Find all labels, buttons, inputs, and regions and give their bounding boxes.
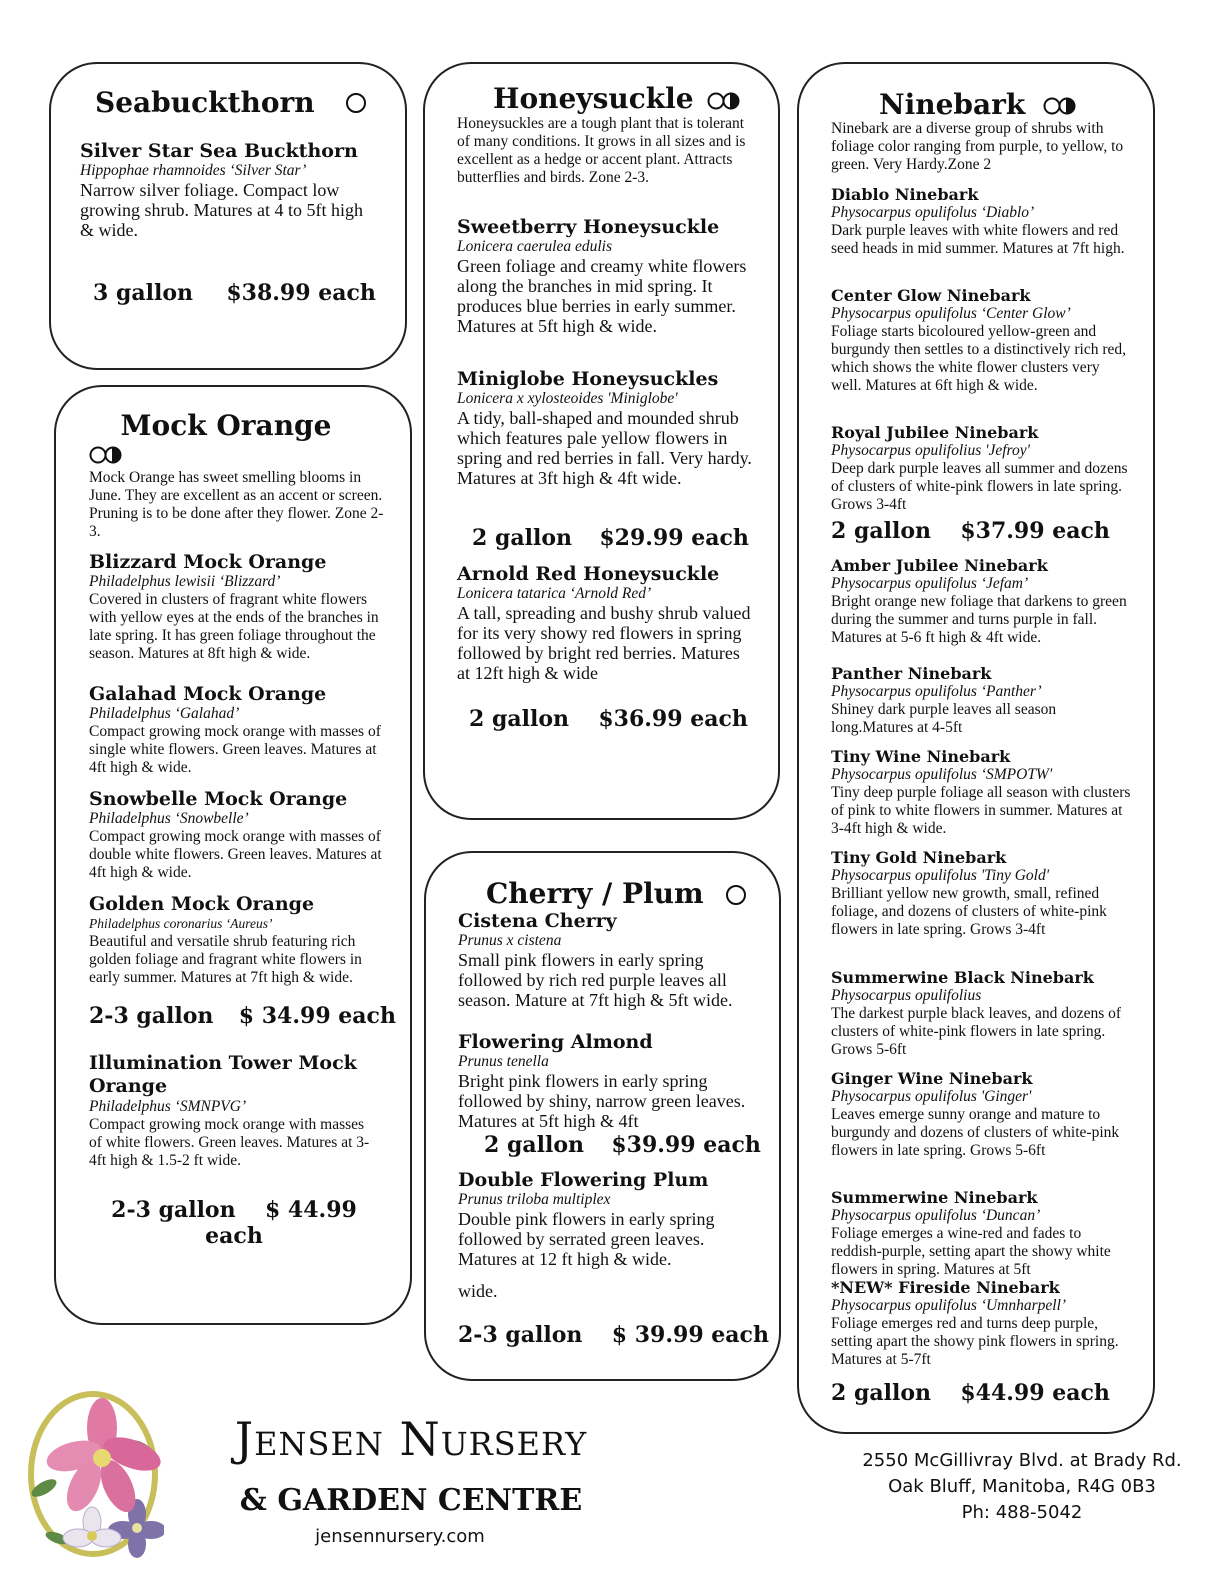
plant-desc: Foliage emerges a wine-red and fades to reddish-purple, setting apart the showy white flowers in spring. Matures at 5ft (831, 1225, 1111, 1278)
plant-desc: Compact growing mock orange with masses of double white flowers. Green leaves. Matures at 4ft high & wide. (89, 828, 382, 881)
full-to-part-sun-icon (1043, 96, 1077, 116)
price-line (93, 280, 376, 306)
plant-desc: A tall, spreading and bushy shrub valued for its very showy red flowers in spring followed by bright red berries. Matures at 12ft high & wide (457, 603, 751, 683)
plant-name: Diablo Ninebark (831, 185, 979, 204)
plant-latin: Lonicera tatarica ‘Arnold Red’ (457, 585, 652, 602)
plant-name: Amber Jubilee Ninebark (831, 556, 1048, 575)
plant-name: Summerwine Black Ninebark (831, 968, 1094, 987)
price-size: 2-3 gallon (89, 1003, 214, 1029)
plant-name: Galahad Mock Orange (89, 683, 327, 705)
plant-desc: Beautiful and versatile shrub featuring rich golden foliage and fragrant white flowers in early summer. Matures at 7ft high & wide. (89, 933, 362, 986)
plant-desc: Green foliage and creamy white flowers along the branches in mid spring. It produces blue berries in early summer. Matures at 5ft high & wide. (457, 256, 747, 336)
plant-latin: Physocarpus opulifolus 'Ginger' (831, 1088, 1032, 1105)
plant-latin: Lonicera caerulea edulis (457, 238, 612, 255)
plant-latin: Physocarpus opulifolus 'Tiny Gold' (831, 867, 1050, 884)
plant-name: Royal Jubilee Ninebark (831, 423, 1039, 442)
price-amount: $ 39.99 each (611, 1322, 769, 1348)
plant-latin: Physocarpus opulifolus ‘Center Glow’ (831, 305, 1071, 322)
price-size: 2 gallon (831, 1380, 931, 1406)
plant-latin: Physocarpus opulifolus ‘Jefam’ (831, 575, 1029, 592)
plant-desc: Bright orange new foliage that darkens to green during the summer and turns purple in fall. Matures at 5-6 ft high & 4ft wide. (831, 593, 1127, 646)
plant-name: Arnold Red Honeysuckle (457, 563, 720, 585)
nursery-logo-title (196, 1410, 626, 1468)
price-line (56, 1197, 412, 1249)
plant-latin: Prunus triloba multiplex (458, 1191, 611, 1208)
address-block (840, 1448, 1204, 1526)
plant-latin: Philadelphus ‘Galahad’ (89, 705, 240, 722)
plant-desc: Narrow silver foliage. Compact low growing shrub. Matures at 4 to 5ft high & wide. (80, 180, 363, 240)
cherry-plum-card (424, 851, 781, 1381)
plant-desc: Double pink flowers in early spring followed by serrated green leaves. Matures at 12 ft high & wide. (458, 1209, 715, 1269)
plant-latin: Hippophae rhamnoides ‘Silver Star’ (80, 162, 307, 179)
price-line (458, 1322, 769, 1348)
price-line (469, 706, 748, 732)
plant-latin: Philadelphus ‘Snowbelle’ (89, 810, 249, 827)
price-each: each (205, 1223, 263, 1249)
plant-latin: Lonicera x xylosteoides 'Miniglobe' (457, 390, 678, 407)
price-line (89, 1003, 396, 1029)
price-line (831, 518, 1110, 544)
price-amount: $ 44.99 (264, 1197, 357, 1223)
ninebark-card (797, 62, 1155, 1434)
plant-desc: Leaves emerge sunny orange and mature to burgundy and dozens of clusters of white-pink flowers in late spring. Grows 5-6ft (831, 1106, 1120, 1159)
plant-latin: Physocarpus opulifolius 'Jefroy' (831, 442, 1030, 459)
price-size: 2-3 gallon (458, 1322, 583, 1348)
plant-latin: Physocarpus opulifolus ‘Duncan’ (831, 1207, 1041, 1224)
price-amount: $38.99 each (226, 280, 376, 306)
plant-desc: Compact growing mock orange with masses of white flowers. Green leaves. Matures at 3-4ft high & 1.5-2 ft wide. (89, 1116, 370, 1169)
seabuckthorn-card (49, 62, 407, 370)
plant-name: Double Flowering Plum (458, 1169, 709, 1191)
plant-desc: The darkest purple black leaves, and dozens of clusters of white-pink flowers in late spring. Grows 5-6ft (831, 1005, 1122, 1058)
price-amount: $39.99 each (611, 1132, 761, 1158)
plant-name: Ginger Wine Ninebark (831, 1069, 1033, 1088)
price-size: 2-3 gallon (111, 1197, 236, 1223)
plant-latin: Prunus x cistena (458, 932, 562, 949)
mock-orange-card (54, 385, 412, 1325)
plant-name: Cistena Cherry (458, 910, 617, 932)
plant-desc: Foliage emerges red and turns deep purple, setting apart the showy pink flowers in spring. Matures at 5-7ft (831, 1315, 1119, 1368)
cherry-plum-title: Cherry / Plum (486, 877, 704, 910)
full-to-part-sun-icon (707, 91, 741, 111)
plant-name: Blizzard Mock Orange (89, 551, 327, 573)
price-amount: $44.99 each (960, 1380, 1110, 1406)
honeysuckle-title: Honeysuckle (493, 82, 694, 115)
clematis-flower-icon (22, 1388, 164, 1560)
price-size: 2 gallon (469, 706, 569, 732)
plant-desc: Small pink flowers in early spring followed by rich red purple leaves all season. Mature at 7ft high & 5ft wide. (458, 950, 733, 1010)
plant-name: Golden Mock Orange (89, 893, 315, 915)
full-to-part-sun-icon (89, 445, 123, 465)
ninebark-intro: Ninebark are a diverse group of shrubs with foliage color ranging from purple, to yellow, to green. Very Hardy.Zone 2 (831, 120, 1124, 173)
stray-text: wide. (458, 1281, 498, 1301)
logo-line-1: Jensen Nursery (234, 1412, 588, 1466)
plant-name: Miniglobe Honeysuckles (457, 368, 719, 390)
price-size: 3 gallon (93, 280, 193, 306)
mock-orange-title: Mock Orange (120, 409, 332, 442)
plant-latin: Philadelphus coronarius ‘Aureus’ (89, 916, 273, 931)
plant-latin: Philadelphus lewisii ‘Blizzard’ (89, 573, 281, 590)
seabuckthorn-title: Seabuckthorn (95, 86, 315, 119)
plant-name: Tiny Wine Ninebark (831, 747, 1011, 766)
price-size: 2 gallon (831, 518, 931, 544)
ninebark-title: Ninebark (879, 88, 1026, 121)
plant-desc: Deep dark purple leaves all summer and dozens of clusters of white-pink flowers in late spring. Grows 3-4ft (831, 460, 1128, 513)
price-amount: $36.99 each (598, 706, 748, 732)
logo-line-2: & GARDEN CENTRE (239, 1483, 583, 1518)
price-line (484, 1132, 761, 1158)
mock-orange-intro: Mock Orange has sweet smelling blooms in June. They are excellent as an accent or screen. Pruning is to be done after they flower. Zone 2-3. (89, 469, 384, 540)
plant-desc: Bright pink flowers in early spring followed by shiny, narrow green leaves. Matures at 5ft high & 4ft (458, 1071, 746, 1131)
phone-number: Ph: 488-5042 (961, 1502, 1083, 1523)
price-amount: $ 34.99 each (238, 1003, 396, 1029)
plant-latin: Physocarpus opulifolus ‘SMPOTW' (831, 766, 1053, 783)
price-amount: $37.99 each (960, 518, 1110, 544)
address-line-2: Oak Bluff, Manitoba, R4G 0B3 (888, 1476, 1156, 1497)
full-sun-icon (725, 884, 747, 906)
plant-name: Tiny Gold Ninebark (831, 848, 1007, 867)
full-sun-icon (345, 92, 367, 114)
plant-name: Center Glow Ninebark (831, 286, 1031, 305)
honeysuckle-card (423, 62, 780, 820)
address-line-1: 2550 McGillivray Blvd. at Brady Rd. (862, 1450, 1182, 1471)
plant-name: Snowbelle Mock Orange (89, 788, 348, 810)
plant-name: Sweetberry Honeysuckle (457, 216, 720, 238)
plant-latin: Physocarpus opulifolus ‘Panther’ (831, 683, 1042, 700)
plant-desc: Brilliant yellow new growth, small, refined foliage, and dozens of clusters of white-pink flowers in late spring. Grows 3-4ft (831, 885, 1107, 938)
plant-desc: Tiny deep purple foliage all season with clusters of pink to white flowers in summer. Matures at 3-4ft high & wide. (831, 784, 1131, 837)
plant-desc: Covered in clusters of fragrant white flowers with yellow eyes at the ends of the branches in late spring. It has green foliage throughout the season. Matures at 8ft high & wide. (89, 591, 379, 662)
plant-name: Flowering Almond (458, 1031, 653, 1053)
plant-latin: Physocarpus opulifolius (831, 987, 982, 1004)
price-size: 2 gallon (472, 525, 572, 551)
honeysuckle-intro: Honeysuckles are a tough plant that is tolerant of many conditions. It grows in all sizes and is excellent as a hedge or accent plant. Attracts butterflies and birds. Zone 2-3. (457, 115, 746, 186)
website-link[interactable]: jensennursery.com (315, 1526, 485, 1547)
plant-desc: Compact growing mock orange with masses of single white flowers. Green leaves. Matures at 4ft high & wide. (89, 723, 381, 776)
plant-name: Illumination Tower Mock Orange (89, 1052, 357, 1097)
price-size: 2 gallon (484, 1132, 584, 1158)
plant-desc: Shiney dark purple leaves all season long.Matures at 4-5ft (831, 701, 1057, 736)
price-line (472, 525, 749, 551)
price-line (831, 1380, 1110, 1406)
plant-name: *NEW* Fireside Ninebark (831, 1278, 1060, 1297)
plant-latin: Philadelphus ‘SMNPVG’ (89, 1098, 247, 1115)
plant-latin: Physocarpus opulifolus ‘Diablo’ (831, 204, 1035, 221)
plant-latin: Physocarpus opulifolus ‘Umnharpell’ (831, 1297, 1067, 1314)
plant-desc: Foliage starts bicoloured yellow-green and burgundy then settles to a distinctively rich red, which shows the white flower clusters very well. Matures at 6ft high & wide. (831, 323, 1127, 394)
plant-desc: Dark purple leaves with white flowers and red seed heads in mid summer. Matures at 7ft high. (831, 222, 1125, 257)
plant-desc: A tidy, ball-shaped and mounded shrub which features pale yellow flowers in spring and red berries in fall. Very hardy. Matures at 3ft high & 4ft wide. (457, 408, 752, 488)
plant-name: Silver Star Sea Buckthorn (80, 140, 358, 162)
plant-name: Panther Ninebark (831, 664, 992, 683)
price-amount: $29.99 each (599, 525, 749, 551)
plant-name: Summerwine Ninebark (831, 1188, 1038, 1207)
plant-latin: Prunus tenella (458, 1053, 549, 1070)
